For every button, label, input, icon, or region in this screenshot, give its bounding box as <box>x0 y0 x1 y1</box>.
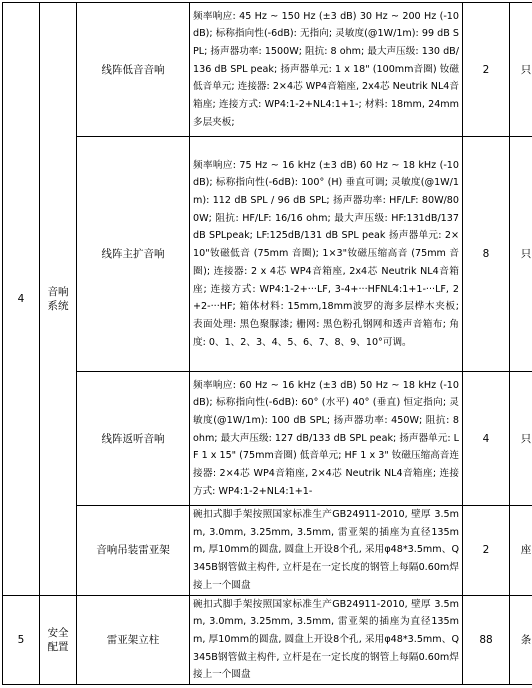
table-row <box>3 595 532 685</box>
table-row <box>3 137 532 372</box>
item-spec: 频率响应: 75 Hz ~ 16 kHz (±3 dB) 60 Hz ~ 18 kHz (-10 dB); 标称指向性(-6dB): 100° (H) 垂直可调; 灵敏度(@1W/1m): 112 dB SPL / 96 dB SPL; 扬声器功率: HF/LF: 80W/800W; 阻抗: HF/LF: 16/16 ohm; 最大声压级: HF:131dB/137dB SPLpeak; LF:125dB/131 dB SPL peak 扬声器单元: 2×10"钕磁低音 (75mm 音圈); 1×3"钕磁压缩高音 (75mm 音圈); 连接器: 2 x 4芯 WP4音箱座, 2x4芯 Neutrik NL4音箱座; 连接方式: WP4:1-2+···LF, 3-4+···HFNL4:1+1-···LF, 2+2-···HF; 箱体材料: 15mm,18mm波罗的海多层桦木夹板; 表面处理: 黑色聚脲漆; 栅网: 黑色粉孔钢网和透声音箱布; 角度: 0、1、2、3、4、5、6、7、8、9、10°可调。 <box>190 137 463 372</box>
item-name: 雷亚架立柱 <box>77 595 190 685</box>
item-name: 线阵返听音响 <box>77 372 190 506</box>
item-name: 线阵低音音响 <box>77 3 190 137</box>
item-unit: 座 <box>510 506 532 596</box>
item-qty: 2 <box>463 3 510 137</box>
category-cell <box>40 595 77 685</box>
table-row <box>3 3 532 137</box>
category-line: 安全 <box>40 626 76 640</box>
category-line: 系统 <box>40 299 76 313</box>
table-row <box>3 372 532 506</box>
item-number: 4 <box>3 3 40 596</box>
category-line: 配置 <box>40 640 76 654</box>
item-unit: 条 <box>510 595 532 685</box>
item-name: 音响吊装雷亚架 <box>77 506 190 596</box>
category-line: 音响 <box>40 285 76 299</box>
item-name: 线阵主扩音响 <box>77 137 190 372</box>
equipment-table <box>2 2 532 685</box>
item-number: 5 <box>3 595 40 685</box>
item-qty: 4 <box>463 372 510 506</box>
item-qty: 8 <box>463 137 510 372</box>
item-unit: 只 <box>510 3 532 137</box>
item-qty: 88 <box>463 595 510 685</box>
item-unit: 只 <box>510 372 532 506</box>
item-unit: 只 <box>510 137 532 372</box>
table-row <box>3 506 532 596</box>
item-qty: 2 <box>463 506 510 596</box>
item-spec: 碗扣式脚手架按照国家标准生产GB24911-2010, 壁厚 3.5mm, 3.0mm, 3.25mm, 3.5mm, 雷亚架的插座为直径135mm, 厚10mm的圆盘, 圆盘上开设8个孔, 采用φ48*3.5mm、Q345B钢管做主构件, 立杆是在一定长度的钢管上每隔0.60m焊接上一个圆盘 <box>190 595 463 685</box>
item-spec: 频率响应: 60 Hz ~ 16 kHz (±3 dB) 50 Hz ~ 18 kHz (-10 dB); 标称指向性(-6dB): 60° (水平) 40° (垂直) 恒定指向; 灵敏度(@1W/1m): 100 dB SPL; 扬声器功率: 450W; 阻抗: 8 ohm; 最大声压级: 127 dB/133 dB SPL peak; 扬声器单元: LF 1 x 15" (75mm音圈) 低音单元; HF 1 x 3" 钕磁压缩高音连接器: 2×4芯 WP4音箱座, 2×4芯 Neutrik NL4音箱座; 连接方式: WP4:1-2+NL4:1+1- <box>190 372 463 506</box>
item-spec: 频率响应: 45 Hz ~ 150 Hz (±3 dB) 30 Hz ~ 200 Hz (-10 dB); 标称指向性(-6dB): 无指向; 灵敏度(@1W/1m): 99 dB SPL; 扬声器功率: 1500W; 阻抗: 8 ohm; 最大声压级: 130 dB/136 dB SPL peak; 扬声器单元: 1 x 18" (100mm音圈) 钕磁低音单元; 连接器: 2×4芯 WP4音箱座, 2x4芯 Neutrik NL4音箱座; 连接方式: WP4:1-2+NL4:1+1-; 材料: 18mm, 24mm 多层夹板; <box>190 3 463 137</box>
item-spec: 碗扣式脚手架按照国家标准生产GB24911-2010, 壁厚 3.5mm, 3.0mm, 3.25mm, 3.5mm, 雷亚架的插座为直径135mm, 厚10mm的圆盘, 圆盘上开设8个孔, 采用φ48*3.5mm、Q345B钢管做主构件, 立杆是在一定长度的钢管上每隔0.60m焊接上一个圆盘 <box>190 506 463 596</box>
category-cell <box>40 3 77 596</box>
